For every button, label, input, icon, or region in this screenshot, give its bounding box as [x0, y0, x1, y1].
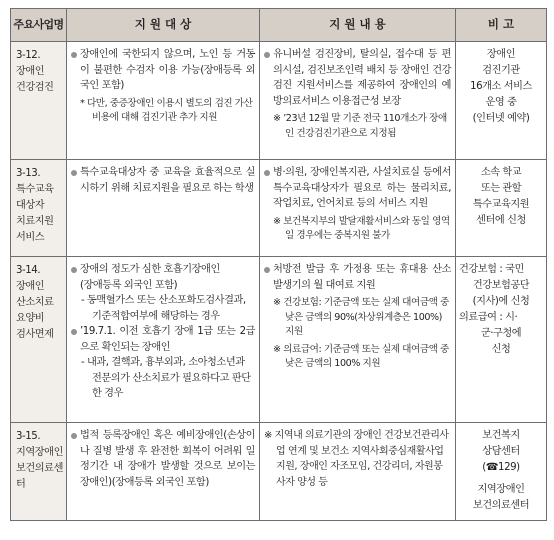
- remark-line: 보건의료센터: [472, 500, 530, 511]
- remark-line: 군·구청에: [480, 328, 522, 339]
- remark-cell: [456, 257, 547, 423]
- program-title-line: 지역장애인: [16, 447, 63, 458]
- program-title-line: 서비스: [16, 232, 45, 243]
- remark-line: 건강보험 : 국민: [459, 264, 524, 275]
- remark-line: 신청: [491, 344, 511, 355]
- phone-number: (☎129): [482, 462, 520, 473]
- program-name: [11, 160, 67, 257]
- content-note: ※ 건강보험: 기준금액 또는 실제 대여금액 중 낮은 금액의 90%(차상위계층은 100%) 지원: [273, 297, 449, 337]
- header-target: 지 원 대 상: [67, 9, 260, 42]
- program-code: 3-12.: [16, 50, 41, 61]
- table-row: [11, 423, 547, 521]
- program-name: [11, 423, 67, 521]
- table-row: [11, 160, 547, 257]
- target-bullet: 장애인에 국한되지 않으며, 노인 등 거동이 불편한 수검자 이용 가능(장애등록 외국인 포함): [71, 47, 255, 94]
- remark-line: 특수교육지원: [472, 199, 530, 210]
- support-programs-table: [10, 8, 547, 521]
- content-cell: [260, 423, 456, 521]
- program-name: [11, 42, 67, 160]
- remark-line: 센터에 신청: [476, 215, 526, 226]
- header-remark: 비 고: [456, 9, 547, 42]
- target-cell: [67, 42, 260, 160]
- program-title-line: 건강검진: [16, 82, 54, 93]
- remark-line: (지사)에 신청: [472, 296, 530, 307]
- remark-cell: [456, 160, 547, 257]
- content-cell: [260, 42, 456, 160]
- remark-line: 장애인: [486, 49, 516, 60]
- remark-line: 검진기관: [482, 65, 520, 76]
- content-note: ※ ’23년 12월 말 기준 전국 110개소가 장애인 건강검진기관으로 지정됨: [273, 113, 447, 139]
- target-bullet: ’19.7.1. 이전 호흡기 장애 1급 또는 2급으로 확인되는 장애인: [71, 324, 255, 355]
- program-title-line: 대상자: [16, 200, 45, 211]
- remark-line: 보건복지: [482, 430, 520, 441]
- remark-line: 의료급여 : 시·: [459, 312, 518, 323]
- content-cell: [260, 160, 456, 257]
- content-bullet: 처방전 발급 후 가정용 또는 휴대용 산소 발생기의 월 대여료 지원: [264, 262, 451, 293]
- program-title-line: 장애인: [16, 281, 45, 292]
- content-note: ※ 지역내 의료기관의 장애인 건강보건관리사업 연계 및 보건소 지역사회중심재활사업 지원, 장애인 자조모임, 건강리더, 자원봉사자 양성 등: [264, 430, 449, 488]
- target-dash: - 내과, 결핵과, 흉부외과, 소아청소년과 전문의가 산소치료가 필요하다고 판단한 경우: [81, 357, 251, 399]
- table-row: [11, 257, 547, 423]
- program-title-line: 요양비: [16, 313, 45, 324]
- remark-line: 건강보험공단: [472, 280, 530, 291]
- program-code: 3-14.: [16, 265, 41, 276]
- remark-line: 또는 관할: [480, 183, 522, 194]
- content-note: ※ 보건복지부의 발달재활서비스와 동일 영역일 경우에는 중복지원 불가: [273, 215, 450, 241]
- content-bullet: 유니버설 검진장비, 탈의실, 접수대 등 편의시설, 검진보조인력 배치 등 장애인 건강검진 지원서비스를 제공하여 장애인의 예방의료서비스 이용접근성 보장: [264, 47, 451, 109]
- target-bullet: 장애의 정도가 심한 호흡기장애인: [71, 262, 255, 278]
- content-cell: [260, 257, 456, 423]
- target-bullet: 법적 등록장애인 혹은 예비장애인(손상이나 질병 발생 후 완전한 회복이 어려워 일정기간 내 장애가 발생할 것으로 보이는 장애인)(장애등록 외국인 포함): [71, 428, 255, 490]
- content-note: ※ 의료급여: 기준금액 또는 실제 대여금액 중 낮은 금액의 100% 지원: [273, 343, 449, 369]
- program-title-line: 특수교육: [16, 184, 54, 195]
- program-title-line: 보건의료센터: [16, 463, 63, 490]
- remark-line: 지역장애인: [477, 484, 525, 495]
- target-cell: [67, 257, 260, 423]
- program-title-line: 산소치료: [16, 297, 54, 308]
- remark-line: 운영 중: [485, 97, 517, 108]
- remark-line: (인터넷 예약): [472, 113, 530, 124]
- program-code: 3-15.: [16, 431, 41, 442]
- remark-cell: [456, 42, 547, 160]
- program-title-line: 검사면제: [16, 329, 54, 340]
- table-row: [11, 42, 547, 160]
- remark-line: 상담센터: [482, 446, 520, 457]
- target-cell: [67, 160, 260, 257]
- program-title-line: 치료지원: [16, 216, 54, 227]
- target-cell: [67, 423, 260, 521]
- program-title-line: 장애인: [16, 66, 45, 77]
- header-program: 주요사업명: [11, 9, 67, 42]
- header-content: 지 원 내 용: [260, 9, 456, 42]
- target-note: * 다만, 중증장애인 이용시 별도의 검진 가산비용에 대해 검진기관 추가 지원: [80, 97, 253, 123]
- remark-line: 16개소 서비스: [470, 81, 532, 92]
- program-name: [11, 257, 67, 423]
- target-bullet-cont: (장애등록 외국인 포함): [80, 279, 178, 291]
- table-header-row: [11, 9, 547, 42]
- remark-line: 소속 학교: [480, 167, 522, 178]
- program-code: 3-13.: [16, 168, 41, 179]
- remark-cell: [456, 423, 547, 521]
- target-dash: - 동맥혈가스 또는 산소포화도검사결과, 기준적합여부에 해당하는 경우: [81, 295, 246, 322]
- content-bullet: 병·의원, 장애인복지관, 사설치료실 등에서 특수교육대상자가 필요로 하는 물리치료, 작업치료, 언어치료 등의 서비스 지원: [264, 165, 451, 212]
- target-bullet: 특수교육대상자 중 교육을 효율적으로 실시하기 위해 치료지원을 필요로 하는 학생: [71, 165, 255, 196]
